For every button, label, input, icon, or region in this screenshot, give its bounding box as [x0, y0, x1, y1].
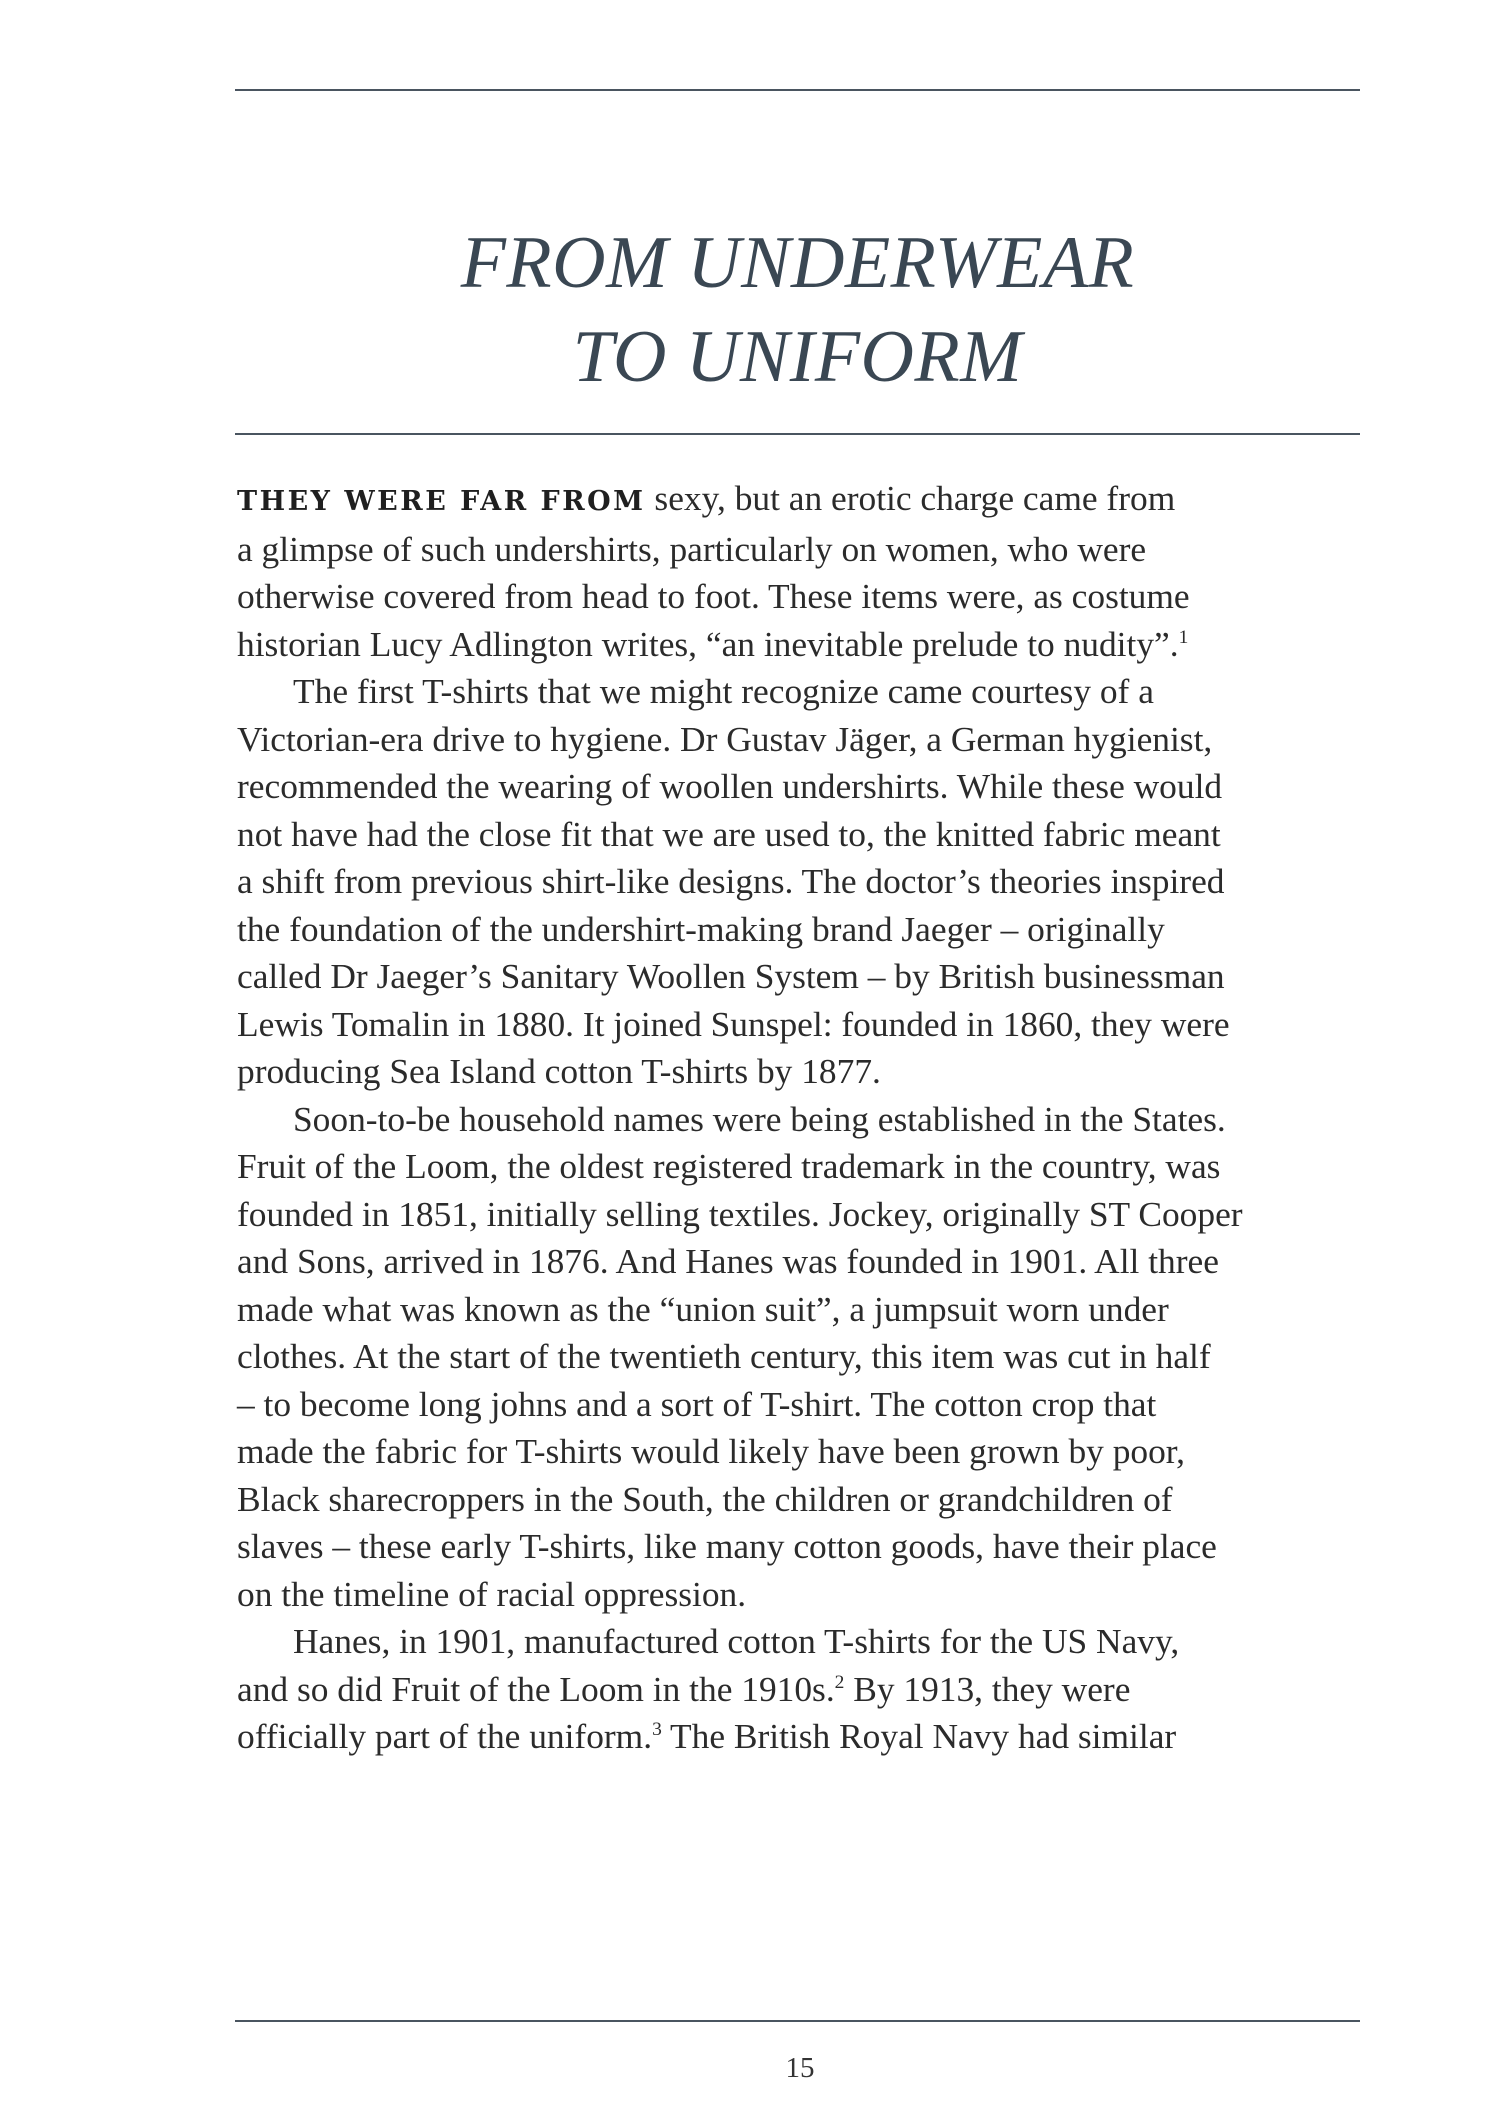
text-line — [237, 621, 1347, 669]
paragraph-3 — [237, 1096, 1347, 1619]
text-line: Black sharecroppers in the South, the children or grandchildren of — [237, 1478, 1173, 1519]
text-fragment: officially part of the uniform. — [237, 1716, 653, 1756]
title-rule — [235, 433, 1360, 435]
text-line: The first T-shirts that we might recognize came courtesy of a — [293, 671, 1154, 711]
footnote-ref-2[interactable]: 2 — [834, 1671, 845, 1693]
paragraph-1 — [237, 475, 1347, 668]
text-line: – to become long johns and a sort of T-shirt. The cotton crop that — [237, 1383, 1157, 1424]
text-line: Lewis Tomalin in 1880. It joined Sunspel: founded in 1860, they were — [237, 1003, 1230, 1044]
paragraph-4 — [237, 1618, 1347, 1761]
text-line: recommended the wearing of woollen undershirts. While these would — [237, 766, 1223, 806]
text-fragment: sexy, but an erotic charge came from — [645, 478, 1176, 518]
paragraph-2 — [237, 668, 1347, 1096]
text-fragment: By 1913, they were — [844, 1668, 1131, 1709]
text-line: Fruit of the Loom, the oldest registered trademark in the country, was — [237, 1146, 1221, 1186]
text-line — [237, 475, 1347, 526]
text-line: on the timeline of racial oppression. — [237, 1573, 747, 1614]
text-line: made the fabric for T-shirts would likely have been grown by poor, — [237, 1431, 1185, 1471]
text-line: founded in 1851, initially selling textiles. Jockey, originally ST Cooper — [237, 1193, 1243, 1234]
text-line: producing Sea Island cotton T-shirts by 1877. — [237, 1051, 881, 1091]
text-line: a shift from previous shirt-like designs. The doctor’s theories inspired — [237, 861, 1225, 901]
text-line: and Sons, arrived in 1876. And Hanes was founded in 1901. All three — [237, 1241, 1219, 1281]
footnote-ref-3[interactable]: 3 — [652, 1719, 662, 1741]
top-rule — [235, 89, 1360, 91]
footnote-ref-1[interactable]: 1 — [1178, 626, 1189, 648]
text-line: clothes. At the start of the twentieth century, this item was cut in half — [237, 1336, 1211, 1376]
text-line: a glimpse of such undershirts, particularly on women, who were — [237, 528, 1147, 569]
text-line: Victorian-era drive to hygiene. Dr Gustav Jäger, a German hygienist, — [237, 718, 1213, 759]
text-line — [237, 1713, 1347, 1761]
chapter-title — [235, 216, 1360, 404]
text-fragment: The British Royal Navy had similar — [661, 1716, 1177, 1756]
text-line: called Dr Jaeger’s Sanitary Woollen System – by British businessman — [237, 956, 1225, 996]
text-line: otherwise covered from head to foot. These items were, as costume — [237, 576, 1190, 616]
text-line: not have had the close fit that we are used to, the knitted fabric meant — [237, 813, 1221, 854]
text-line: slaves – these early T-shirts, like many cotton goods, have their place — [237, 1526, 1217, 1566]
text-line: Hanes, in 1901, manufactured cotton T-shirts for the US Navy, — [293, 1621, 1180, 1661]
text-fragment: historian Lucy Adlington writes, “an inevitable prelude to nudity”. — [237, 623, 1179, 664]
text-line: Soon-to-be household names were being established in the States. — [293, 1098, 1226, 1139]
text-line — [237, 1666, 1347, 1714]
page-number: 15 — [785, 2052, 815, 2084]
text-line: the foundation of the undershirt-making brand Jaeger – originally — [237, 908, 1165, 949]
text-line: made what was known as the “union suit”, a jumpsuit worn under — [237, 1288, 1169, 1329]
lead-in-smallcaps: THEY WERE FAR FROM — [237, 486, 646, 517]
footer-rule — [235, 2020, 1360, 2022]
chapter-title-line-2: TO UNIFORM — [572, 316, 1023, 398]
text-fragment: and so did Fruit of the Loom in the 1910s. — [237, 1668, 835, 1709]
chapter-title-line-1: FROM UNDERWEAR — [460, 222, 1135, 304]
body-text — [237, 475, 1347, 1761]
